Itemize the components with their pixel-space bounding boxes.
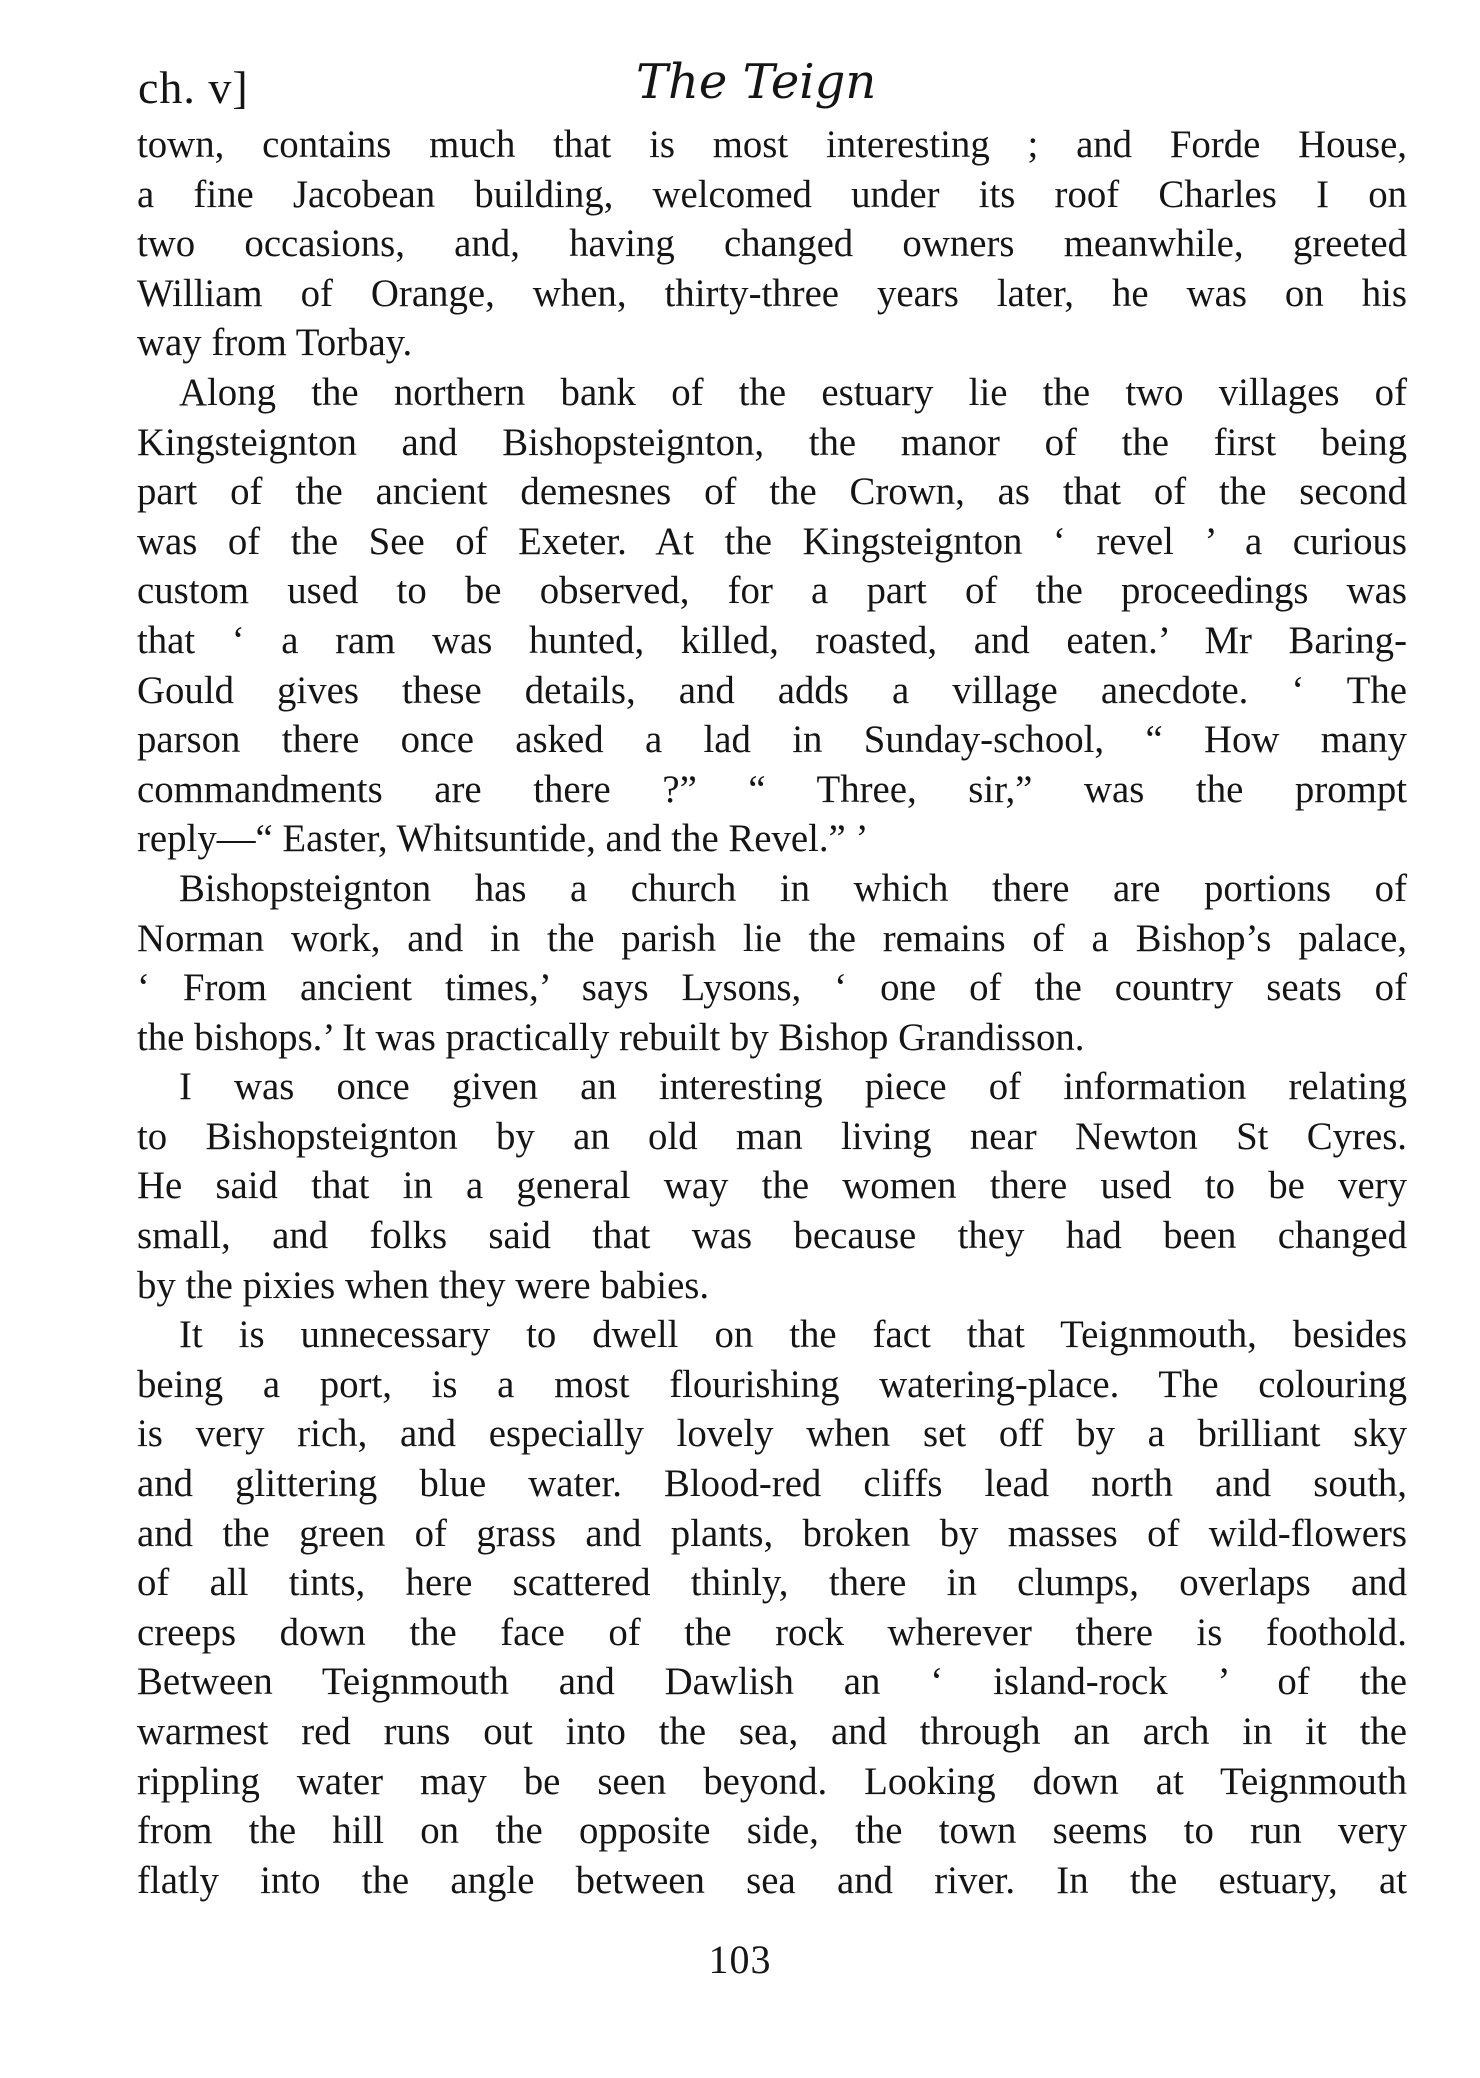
- text-line: small, and folks said that was because they had been changed: [137, 1214, 1407, 1258]
- text-line: I was once given an interesting piece of information relating: [179, 1065, 1407, 1109]
- paragraph-teignmouth: [137, 1310, 1407, 1905]
- text-line: parson there once asked a lad in Sunday-school, “ How many: [137, 718, 1407, 762]
- running-head: [138, 52, 1400, 122]
- paragraph-continuation: [137, 120, 1407, 368]
- text-line: way from Torbay.: [137, 321, 413, 365]
- paragraph-bishopsteignton: [137, 864, 1407, 1062]
- text-line: is very rich, and especially lovely when set off by a brilliant sky: [137, 1412, 1407, 1456]
- text-line: Gould gives these details, and adds a village anecdote. ‘ The: [137, 668, 1407, 712]
- text-line: was of the See of Exeter. At the Kingsteignton ‘ revel ’ a curious: [137, 519, 1407, 563]
- running-title: The Teign: [636, 54, 877, 110]
- paragraph-pixies: [137, 1062, 1407, 1310]
- text-line: two occasions, and, having changed owners meanwhile, greeted: [137, 222, 1407, 266]
- text-line: Norman work, and in the parish lie the remains of a Bishop’s palace,: [137, 916, 1407, 960]
- text-line: It is unnecessary to dwell on the fact that Teignmouth, besides: [179, 1313, 1407, 1357]
- text-line: to Bishopsteignton by an old man living near Newton St Cyres.: [137, 1114, 1407, 1158]
- text-line: rippling water may be seen beyond. Looking down at Teignmouth: [137, 1759, 1407, 1803]
- text-line: town, contains much that is most interesting ; and Forde House,: [137, 123, 1407, 166]
- chapter-reference: ch. v]: [138, 62, 249, 113]
- text-line: Between Teignmouth and Dawlish an ‘ island-rock ’ of the: [137, 1660, 1407, 1704]
- text-line: warmest red runs out into the sea, and through an arch in it the: [137, 1710, 1407, 1753]
- text-line: from the hill on the opposite side, the town seems to run very: [137, 1809, 1407, 1853]
- text-line: reply—“ Easter, Whitsuntide, and the Revel.” ’: [137, 817, 869, 861]
- text-line: the bishops.’ It was practically rebuilt by Bishop Grandisson.: [137, 1015, 1085, 1059]
- text-line: creeps down the face of the rock wherever there is foothold.: [137, 1610, 1407, 1654]
- text-line: flatly into the angle between sea and river. In the estuary, at: [137, 1858, 1407, 1902]
- body-text: [137, 120, 1407, 1905]
- text-line: Along the northern bank of the estuary lie the two villages of: [179, 370, 1407, 414]
- text-line: of all tints, here scattered thinly, there in clumps, overlaps and: [137, 1561, 1407, 1605]
- text-line: by the pixies when they were babies.: [137, 1263, 710, 1307]
- text-line: William of Orange, when, thirty-three years later, he was on his: [137, 271, 1407, 315]
- text-line: Bishopsteignton has a church in which there are portions of: [179, 866, 1407, 910]
- text-line: custom used to be observed, for a part of the proceedings was: [137, 569, 1407, 613]
- text-line: a fine Jacobean building, welcomed under its roof Charles I on: [137, 172, 1407, 216]
- text-line: being a port, is a most flourishing watering-place. The colouring: [137, 1362, 1407, 1406]
- text-line: ‘ From ancient times,’ says Lysons, ‘ one of the country seats of: [137, 966, 1407, 1010]
- text-line: and glittering blue water. Blood-red cliffs lead north and south,: [137, 1462, 1407, 1506]
- paragraph-kingsteignton: [137, 368, 1407, 864]
- text-line: that ‘ a ram was hunted, killed, roasted, and eaten.’ Mr Baring-: [137, 618, 1407, 662]
- text-line: and the green of grass and plants, broken by masses of wild-flowers: [137, 1511, 1407, 1555]
- text-line: part of the ancient demesnes of the Crown, as that of the second: [137, 470, 1407, 514]
- page-number: 103: [708, 1937, 772, 1982]
- text-line: commandments are there ?” “ Three, sir,” was the prompt: [137, 767, 1407, 811]
- text-line: Kingsteignton and Bishopsteignton, the manor of the first being: [137, 420, 1407, 464]
- text-line: He said that in a general way the women there used to be very: [137, 1164, 1407, 1208]
